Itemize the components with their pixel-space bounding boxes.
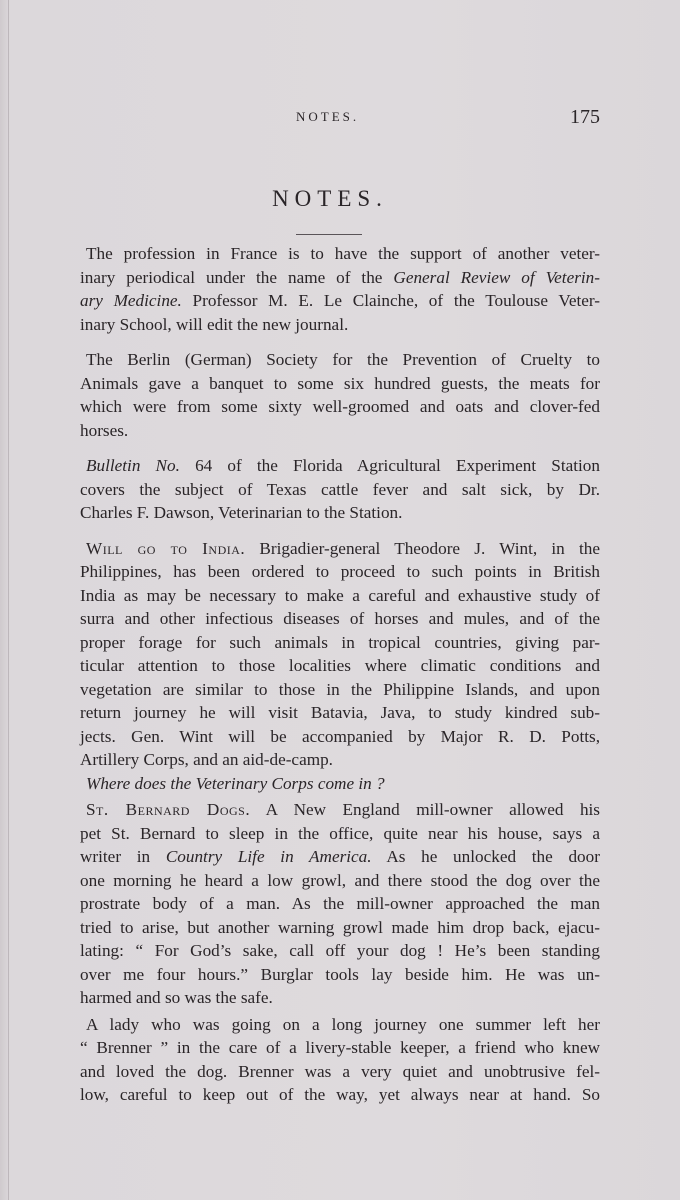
text-line: tried to arise, but another warning growl made him drop back, ejacu- <box>80 917 600 937</box>
paragraph-brenner <box>80 1013 600 1107</box>
bulletin-title: Bulletin No. <box>86 456 180 475</box>
text-run: As he unlocked the door <box>371 847 600 866</box>
text-line: Artillery Corps, and an aid-de-camp. <box>80 750 333 769</box>
text-line <box>80 266 600 290</box>
text-line: “ Brenner ” in the care of a livery-stable keeper, a friend who knew <box>80 1038 600 1057</box>
magazine-title: Country Life in America. <box>165 847 372 866</box>
question-text: Where does the Veterinary Corps come in ? <box>86 773 385 793</box>
text-line: pet St. Bernard to sleep in the office, quite near his house, says a <box>80 823 600 843</box>
running-title: NOTES. <box>296 109 360 124</box>
section-title: NOTES. <box>272 186 388 211</box>
paragraph-florida-bulletin <box>80 454 600 525</box>
text-line: Animals gave a banquet to some six hundred guests, the meats for <box>80 373 600 393</box>
text-line <box>80 772 600 796</box>
text-run: writer in <box>80 847 166 866</box>
text-run: Brigadier-general Theodore J. Wint, in the <box>245 538 600 558</box>
text-line: The profession in France is to have the support of another veter- <box>86 244 600 263</box>
page-edge-shadow <box>8 0 9 1200</box>
text-line: over me four hours.” Burglar tools lay beside him. He was un- <box>80 964 600 984</box>
text-line <box>80 798 600 822</box>
text-line: jects. Gen. Wint will be accompanied by Major R. D. Potts, <box>80 726 600 746</box>
title-rule <box>296 234 362 235</box>
text-line: and loved the dog. Brenner was a very quiet and unobtrusive fel- <box>80 1061 600 1081</box>
paragraph-heading: Will go to India. <box>86 538 246 558</box>
text-run: inary periodical under the name of the <box>80 267 394 287</box>
paragraph-berlin-society <box>80 348 600 442</box>
running-head <box>80 106 600 128</box>
text-line: The Berlin (German) Society for the Prevention of Cruelty to <box>86 350 600 369</box>
text-line <box>80 537 600 561</box>
text-line: vegetation are similar to those in the Philippine Islands, and upon <box>80 679 600 699</box>
text-line: one morning he heard a low growl, and there stood the dog over the <box>80 870 600 890</box>
paragraph-heading: St. Bernard Dogs. <box>86 800 251 819</box>
text-run: A New England mill-owner allowed his <box>250 800 600 819</box>
text-line: Charles F. Dawson, Veterinarian to the Station. <box>80 503 403 522</box>
text-run: 64 of the Florida Agricultural Experiment Station <box>179 456 600 475</box>
text-line: covers the subject of Texas cattle fever and salt sick, by Dr. <box>80 479 600 499</box>
text-line: return journey he will visit Batavia, Java, to study kindred sub- <box>80 703 600 722</box>
text-line: prostrate body of a man. As the mill-owner approached the man <box>80 894 600 913</box>
paragraph-st-bernard <box>80 798 600 1010</box>
paragraph-wint-india <box>80 537 600 796</box>
body-text <box>80 242 600 1107</box>
text-line <box>80 845 600 869</box>
text-line: India as may be necessary to make a careful and exhaustive study of <box>80 585 600 605</box>
text-line: low, careful to keep out of the way, yet always near at hand. So <box>80 1085 600 1104</box>
paragraph-france-review <box>80 242 600 336</box>
text-line: surra and other infectious diseases of horses and mules, and of the <box>80 609 600 628</box>
text-line: which were from some sixty well-groomed and oats and clover-fed <box>80 397 600 416</box>
text-line: ticular attention to those localities where climatic conditions and <box>80 656 600 675</box>
text-line: lating: “ For God’s sake, call off your dog ! He’s been standing <box>80 941 600 960</box>
text-line: horses. <box>80 420 129 440</box>
text-line: proper forage for such animals in tropical countries, giving par- <box>80 632 600 652</box>
text-line: Philippines, has been ordered to proceed to such points in British <box>80 562 600 581</box>
text-line: A lady who was going on a long journey one summer left her <box>86 1014 600 1034</box>
journal-title: General Review of Veterin- <box>393 267 600 287</box>
text-line: harmed and so was the safe. <box>80 988 273 1007</box>
text-run: Professor M. E. Le Clainche, of the Toulouse Veter- <box>181 291 600 310</box>
text-line <box>80 289 600 313</box>
journal-title: ary Medicine. <box>80 291 182 310</box>
text-line: inary School, will edit the new journal. <box>80 314 349 334</box>
text-line <box>80 454 600 478</box>
page-number: 175 <box>570 106 600 128</box>
